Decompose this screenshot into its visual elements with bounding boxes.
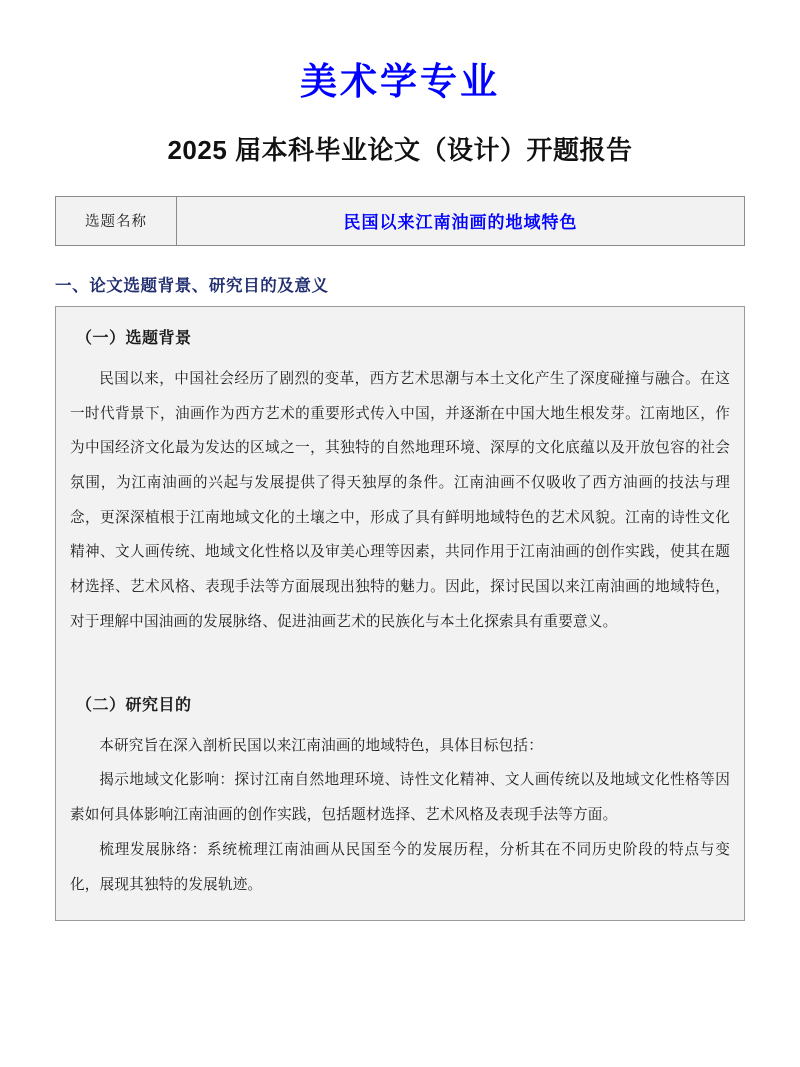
sub-heading-background: （一）选题背景 — [76, 329, 192, 347]
sub-heading-purpose: （二）研究目的 — [76, 696, 192, 714]
section-content-panel — [55, 306, 745, 921]
topic-value-cell: 民国以来江南油画的地域特色 — [177, 196, 745, 245]
page-title-major: 美术学专业 — [300, 61, 500, 102]
topic-label-cell: 选题名称 — [56, 196, 177, 245]
paragraph-purpose-intro: 本研究旨在深入剖析民国以来江南油画的地域特色，具体目标包括： — [99, 737, 544, 754]
section-heading-1: 一、论文选题背景、研究目的及意义 — [55, 275, 329, 295]
topic-table — [55, 196, 745, 246]
paragraph-purpose-cultural-influence: 揭示地域文化影响：探讨江南自然地理环境、诗性文化精神、文人画传统以及地域文化性格等因素如何具体影响江南油画的创作实践，包括题材选择、艺术风格及表现手法等方面。 — [70, 772, 730, 824]
paragraph-purpose-development-context: 梳理发展脉络：系统梳理江南油画从民国至今的发展历程，分析其在不同历史阶段的特点与变化，展现其独特的发展轨迹。 — [70, 841, 730, 893]
paragraph-background: 民国以来，中国社会经历了剧烈的变革，西方艺术思潮与本土文化产生了深度碰撞与融合。在这一时代背景下，油画作为西方艺术的重要形式传入中国，并逐渐在中国大地生根发芽。江南地区，作为中国经济文化最为发达的区域之一，其独特的自然地理环境、深厚的文化底蕴以及开放包容的社会氛围，为江南油画的兴起与发展提供了得天独厚的条件。江南油画不仅吸收了西方油画的技法与理念，更深深植根于江南地域文化的土壤之中，形成了具有鲜明地域特色的艺术风貌。江南的诗性文化精神、文人画传统、地域文化性格以及审美心理等因素，共同作用于江南油画的创作实践，使其在题材选择、艺术风格、表现手法等方面展现出独特的魅力。因此，探讨民国以来江南油画的地域特色，对于理解中国油画的发展脉络、促进油画艺术的民族化与本土化探索具有重要意义。 — [70, 370, 730, 630]
page-subtitle: 2025 届本科毕业论文（设计）开题报告 — [167, 134, 633, 165]
table-row — [56, 196, 745, 245]
